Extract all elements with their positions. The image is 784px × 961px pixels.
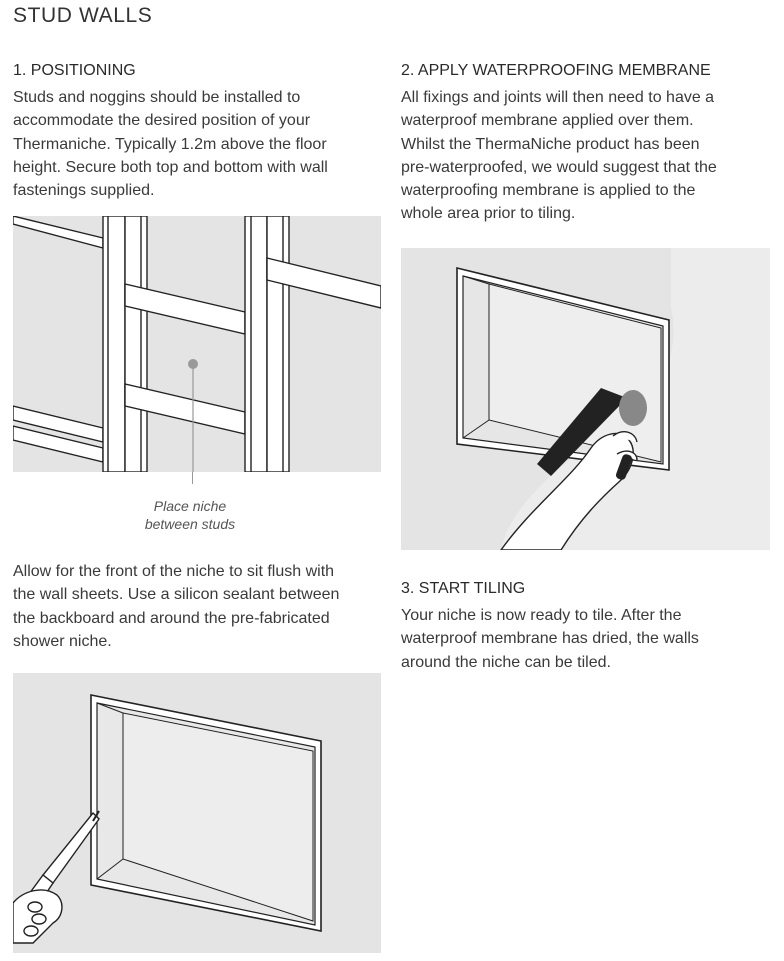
step-3-heading: 3. START TILING (401, 580, 526, 597)
hand-icon (13, 890, 62, 943)
text-line: waterproofing membrane is applied to the (401, 182, 696, 200)
text-line: shower niche. (13, 632, 112, 650)
text-line: around the niche can be tiled. (401, 653, 611, 671)
text-line: accommodate the desired position of your (13, 112, 311, 130)
step-2-text (401, 86, 717, 226)
text-line: All fixings and joints will then need to have a (401, 89, 715, 106)
membrane-illustration (401, 248, 770, 550)
membrane-drawing (401, 248, 770, 550)
step-1-text (13, 86, 328, 202)
text-line: whole area prior to tiling. (401, 205, 576, 223)
niche-caption (120, 497, 260, 533)
sealant-illustration (13, 673, 381, 953)
text-line: Allow for the front of the niche to sit flush with (13, 563, 335, 580)
text-line: Studs and noggins should be installed to (13, 89, 301, 106)
page-title: STUD WALLS (13, 4, 153, 27)
text-line: height. Secure both top and bottom with wall (13, 158, 328, 176)
caption-line: Place niche (153, 498, 227, 514)
text-line: pre-waterproofed, we would suggest that the (401, 158, 717, 176)
stud-frame-illustration (13, 216, 381, 472)
text-line: Whilst the ThermaNiche product has been (401, 135, 700, 153)
text-line: the wall sheets. Use a silicon sealant between (13, 586, 340, 604)
sealant-note-text (13, 560, 339, 653)
stud-frame-drawing (13, 216, 381, 472)
step-2-heading: 2. APPLY WATERPROOFING MEMBRANE (401, 62, 711, 79)
text-line: waterproof membrane has dried, the walls (401, 630, 699, 648)
text-line: the backboard and around the pre-fabricated (13, 609, 330, 627)
sealant-drawing (13, 673, 381, 953)
caption-line: between studs (144, 516, 236, 532)
text-line: Your niche is now ready to tile. After the (401, 607, 682, 624)
step-3-text (401, 604, 699, 674)
text-line: fastenings supplied. (13, 182, 155, 200)
text-line: Thermaniche. Typically 1.2m above the floor (13, 135, 327, 153)
step-1-heading: 1. POSITIONING (13, 62, 136, 79)
text-line: waterproof membrane applied over them. (401, 112, 694, 130)
